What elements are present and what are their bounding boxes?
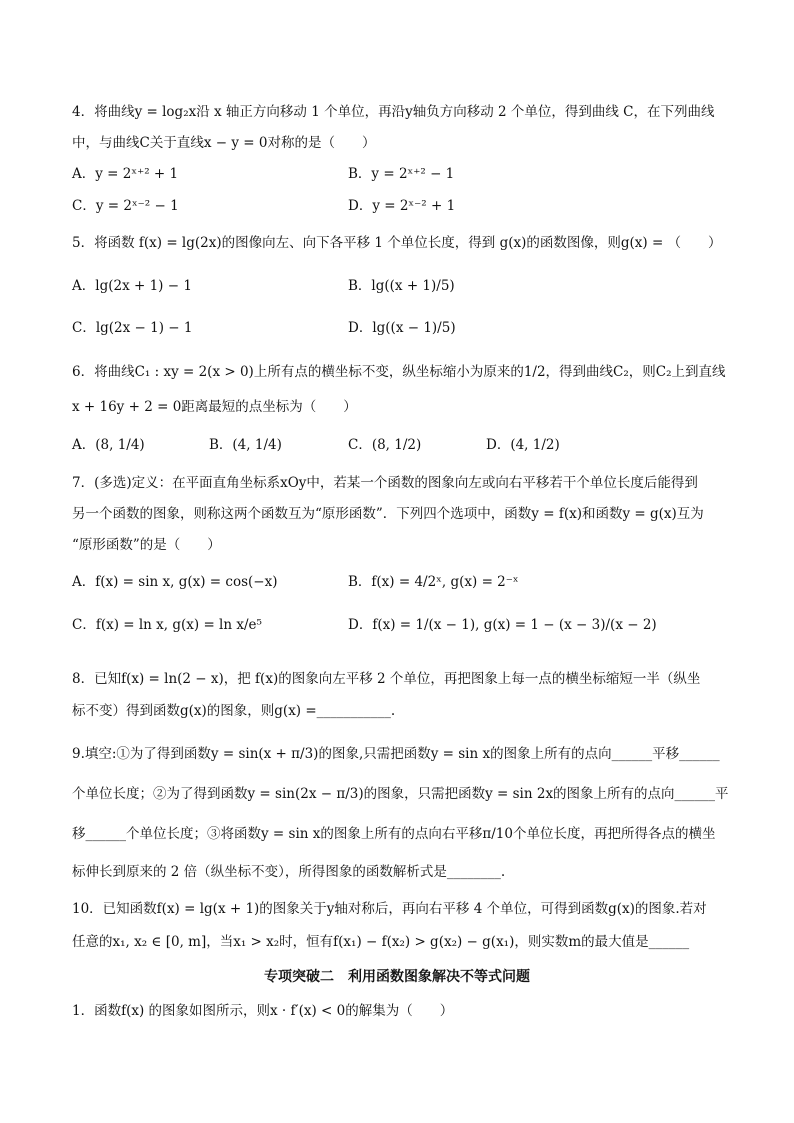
q7-stem-line-1: 7．(多选)定义：在平面直角坐标系xOy中，若某一个函数的图象向左或向右平移若干个单位长度后能得到 [72,475,698,491]
q4-option-a: A．y = 2ˣ⁺² + 1 [72,166,179,182]
q8-stem-line-2: 标不变）得到函数g(x)的图象，则g(x) =___________. [72,703,396,719]
q5-option-a: A．lg(2x + 1) − 1 [72,278,192,294]
q5-option-b: B．lg((x + 1)/5) [348,278,455,294]
q9-stem-line-4: 标伸长到原来的 2 倍（纵坐标不变），所得图象的函数解析式是________. [72,864,506,880]
q5-option-d: D．lg((x − 1)/5) [348,320,456,336]
q7-option-c: C．f(x) = ln x, g(x) = ln x/e⁵ [72,617,262,633]
q7-option-d: D．f(x) = 1/(x − 1), g(x) = 1 − (x − 3)/(x − 2) [348,617,657,633]
q7-stem-line-3: “原形函数”的是（ ） [72,537,221,553]
q4-option-c: C．y = 2ˣ⁻² − 1 [72,198,179,214]
q6-option-c: C．(8, 1/2) [348,437,422,453]
q4-stem-line-2: 中，与曲线C关于直线x − y = 0对称的是（ ） [72,135,376,151]
q6-option-d: D．(4, 1/2) [486,437,560,453]
q7-option-b: B．f(x) = 4/2ˣ, g(x) = 2⁻ˣ [348,574,519,590]
q7-option-a: A．f(x) = sin x, g(x) = cos(−x) [72,574,278,590]
section-title: 专项突破二 利用函数图象解决不等式问题 [264,969,530,985]
q5-option-c: C．lg(2x − 1) − 1 [72,320,193,336]
q8-stem-line-1: 8．已知f(x) = ln(2 − x)，把 f(x)的图象向左平移 2 个单位，再把图象上每一点的横坐标缩短一半（纵坐 [72,671,701,687]
q9-stem-line-1: 9.填空:①为了得到函数y = sin(x + π/3)的图象,只需把函数y = sin x的图象上所有的点向______平移______ [72,746,720,762]
section-q1-stem: 1．函数f(x) 的图象如图所示，则x · f′(x) < 0的解集为（ ） [72,1003,454,1019]
q7-stem-line-2: 另一个函数的图象，则称这两个函数互为“原形函数”．下列四个选项中，函数y = f(x)和函数y = g(x)互为 [72,506,704,522]
q9-stem-line-2: 个单位长度；②为了得到函数y = sin(2x − π/3)的图象，只需把函数y = sin 2x的图象上所有的点向______平 [72,786,729,802]
q6-stem-line-2: x + 16y + 2 = 0距离最短的点坐标为（ ） [72,399,357,415]
q10-stem-line-1: 10．已知函数f(x) = lg(x + 1)的图象关于y轴对称后，再向右平移 4 个单位，可得到函数g(x)的图象.若对 [72,901,707,917]
q9-stem-line-3: 移______个单位长度；③将函数y = sin x的图象上所有的点向右平移π/10个单位长度，再把所得各点的横坐 [72,826,716,842]
q5-stem-line-1: 5．将函数 f(x) = lg(2x)的图像向左、向下各平移 1 个单位长度，得到 g(x)的函数图像，则g(x) = （ ） [72,235,722,251]
q4-option-b: B．y = 2ˣ⁺² − 1 [348,166,455,182]
q6-option-b: B．(4, 1/4) [209,437,282,453]
q4-stem-line-1: 4．将曲线y = log₂x沿 x 轴正方向移动 1 个单位，再沿y轴负方向移动 2 个单位，得到曲线 C，在下列曲线 [72,104,715,120]
q4-option-d: D．y = 2ˣ⁻² + 1 [348,198,456,214]
q10-stem-line-2: 任意的x₁, x₂ ∈ [0, m]，当x₁ > x₂时，恒有f(x₁) − f(x₂) > g(x₂) − g(x₁)，则实数m的最大值是______ [72,934,690,950]
q6-option-a: A．(8, 1/4) [72,437,145,453]
q6-stem-line-1: 6．将曲线C₁ : xy = 2(x > 0)上所有点的横坐标不变，纵坐标缩小为原来的1/2，得到曲线C₂，则C₂上到直线 [72,364,726,380]
